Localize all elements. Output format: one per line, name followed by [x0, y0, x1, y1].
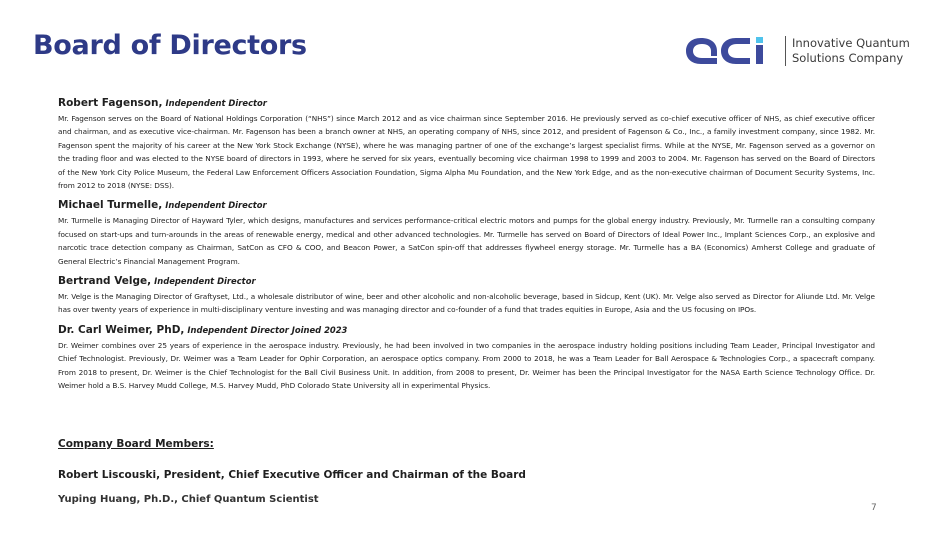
qci-logo-icon: [684, 34, 780, 68]
director-name: Michael Turmelle,: [58, 199, 163, 212]
director-entry: [58, 195, 875, 268]
page-number: 7: [871, 503, 877, 513]
director-role: Independent Director: [165, 98, 267, 108]
logo-tagline-line2: Solutions Company: [792, 50, 904, 65]
director-bio: Dr. Weimer combines over 25 years of experience in the aerospace industry. Previously, he had been involved in two companies in the aerospace industry holding positions including Team Leader, Principal Investigator and Chief Technologist. Previously, Dr. Weimer was a Team Leader for Ophir Corporation, an aerospace optics company. From 2000 to 2018, he was a Team Leader for Ball Aerospace & Technologies Corp., a spacecraft company. From 2018 to present, Dr. Weimer is the Chief Technologist for the Ball Civil Business Unit. In addition, from 2008 to present, Dr. Weimer has been the Principal Investigator for the NASA Earth Science Technology Office. Dr. Weimer hold a B.S. Harvey Mudd College, M.S. Harvey Mudd, PhD Colorado State University all in experimental Physics.: [58, 340, 875, 391]
board-member: Yuping Huang, Ph.D., Chief Quantum Scientist: [58, 494, 319, 505]
director-heading: [58, 271, 875, 289]
director-bio: Mr. Fagenson serves on the Board of National Holdings Corporation (“NHS”) since March 2012 and as vice chairman since September 2016. He previously served as co-chief executive officer of NHS, as chief executive officer and chairman, and as executive vice-chairman. Mr. Fagenson has been a branch owner at NHS, an operating company of NHS, since 2012, and president of Fagenson & Co., Inc., a family investment company, since 1982. Mr. Fagenson spent the majority of his career at the New York Stock Exchange (NYSE), where he was managing partner of one of the exchange’s largest specialist firms. While at the NYSE, Mr. Fagenson served as a governor on the trading floor and was elected to the NYSE board of directors in 1993, where he served for six years, eventually becoming vice chairman 1998 to 1999 and 2003 to 2004. Mr. Fagenson has served on the Board of Directors of the New York City Police Museum, the Federal Law Enforcement Officers Association Foundation, Sigma Alpha Mu Foundation, and the New York Edge, and as the non-executive chairman of Document Security Systems, Inc. from 2012 to 2018 (NYSE: DSS).: [58, 114, 875, 191]
directors-list: [58, 93, 875, 393]
director-entry: [58, 320, 875, 393]
director-heading: [58, 195, 875, 213]
director-entry: [58, 271, 875, 317]
director-entry: [58, 93, 875, 192]
board-member: Robert Liscouski, President, Chief Executive Officer and Chairman of the Board: [58, 469, 526, 481]
director-role: Independent Director: [154, 276, 256, 287]
director-bio: Mr. Turmelle is Managing Director of Hayward Tyler, which designs, manufactures and services performance-critical electric motors and pumps for the global energy industry. Previously, Mr. Turmelle ran a consulting company focused on start-ups and turn-arounds in the areas of renewable energy, medical and other advanced technologies. Mr. Turmelle has served on Board of Directors of Ideal Power Inc., Implant Sciences Corp., an explosive and narcotic trace detection company as Chairman, SatCon as CFO & COO, and Beacon Power, a SatCon spin-off that addresses flywheel energy storage. Mr. Turmelle has a BA (Economics) Amherst College and graduate of General Electric’s Financial Management Program.: [58, 216, 875, 266]
logo-tagline-line1: Innovative Quantum: [792, 36, 910, 50]
director-bio: Mr. Velge is the Managing Director of Graftyset, Ltd., a wholesale distributor of wine, beer and other alcoholic and non-alcoholic beverage, based in Sidcup, Kent (UK). Mr. Velge also served as Director for Aliunde Ltd. Mr. Velge has over twenty years of experience in multi-disciplinary venture investing and was managing director and co-founder of a fund that trades equities in Europe, Asia and the US focusing on IPOs.: [58, 292, 875, 315]
logo-divider: [785, 36, 786, 66]
director-heading: [58, 93, 875, 111]
director-name: Bertrand Velge,: [58, 275, 152, 288]
director-name: Dr. Carl Weimer, PhD,: [58, 323, 185, 336]
company-board-heading: Company Board Members:: [58, 438, 214, 450]
director-heading: [58, 320, 875, 338]
director-role: Independent Director: [165, 200, 267, 211]
director-name: Robert Fagenson,: [58, 97, 163, 109]
logo-tagline: [792, 36, 910, 65]
page-title: Board of Directors: [33, 30, 307, 61]
director-role: Independent Director Joined 2023: [187, 324, 348, 335]
